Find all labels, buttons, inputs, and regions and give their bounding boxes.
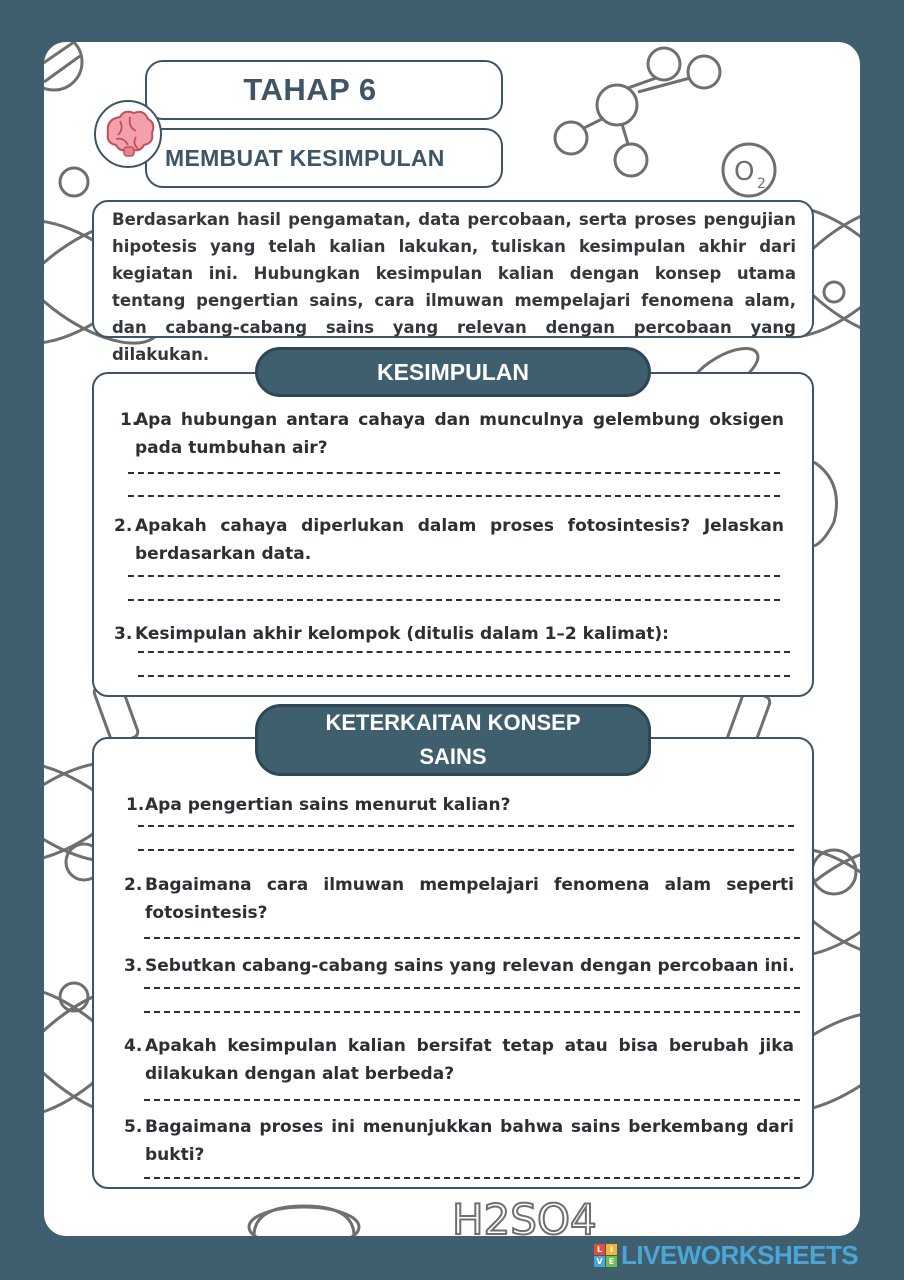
- question-number: 1.: [126, 795, 145, 815]
- kesimpulan-banner: KESIMPULAN: [255, 347, 651, 397]
- answer-line[interactable]: [144, 937, 800, 939]
- answer-line[interactable]: [144, 1011, 800, 1013]
- instruction-text: Berdasarkan hasil pengamatan, data percobaan, serta proses pengujian hipotesis yang telah kalian lakukan, tuliskan kesimpulan akhir dari kegiatan ini. Hubungkan kesimpulan kalian dengan konsep utama tentang pengertian sains, cara ilmuwan mempelajari fenomena alam, dan cabang-cabang sains yang relevan dengan percobaan yang dilakukan.: [112, 210, 796, 364]
- brand-name: LIVEWORKSHEETS: [621, 1240, 859, 1270]
- question-item: [126, 791, 794, 819]
- question-number: 2.: [114, 516, 133, 536]
- stage-title: TAHAP 6: [243, 72, 377, 107]
- question-number: 2.: [124, 875, 143, 895]
- keterkaitan-section: [92, 737, 814, 1189]
- answer-line[interactable]: [138, 849, 794, 851]
- worksheet-page: [44, 42, 860, 1236]
- oxygen-label: O: [734, 157, 755, 187]
- liveworksheets-logo[interactable]: [594, 1240, 858, 1271]
- question-text: Apakah kesimpulan kalian bersifat tetap atau bisa berubah jika dilakukan dengan alat berbeda?: [145, 1036, 794, 1084]
- keterkaitan-title-line1: KETERKAITAN KONSEP: [325, 710, 581, 735]
- logo-letter: L: [594, 1244, 605, 1255]
- question-item: [124, 1113, 794, 1169]
- question-number: 3.: [124, 956, 143, 976]
- question-item: [124, 952, 800, 980]
- question-number: 3.: [114, 624, 133, 644]
- answer-line[interactable]: [144, 1099, 800, 1101]
- formula-label: H2SO4: [452, 1195, 597, 1236]
- question-text: Bagaimana cara ilmuwan mempelajari fenomena alam seperti fotosintesis?: [145, 875, 794, 923]
- question-text: Bagaimana proses ini menunjukkan bahwa sains berkembang dari bukti?: [145, 1117, 794, 1165]
- logo-letter: V: [594, 1256, 605, 1267]
- question-number: 1.: [120, 410, 139, 430]
- question-text: Apa pengertian sains menurut kalian?: [145, 795, 511, 815]
- question-item: [120, 406, 784, 462]
- logo-letter: I: [606, 1244, 617, 1255]
- kesimpulan-section: [92, 372, 814, 697]
- answer-line[interactable]: [128, 495, 780, 497]
- answer-line[interactable]: [138, 825, 794, 827]
- answer-line[interactable]: [128, 575, 780, 577]
- answer-line[interactable]: [128, 599, 780, 601]
- question-text: Sebutkan cabang-cabang sains yang relevan dengan percobaan ini.: [145, 956, 795, 976]
- answer-line[interactable]: [144, 1177, 800, 1179]
- page-subtitle: MEMBUAT KESIMPULAN: [165, 144, 445, 171]
- question-item: [124, 1032, 794, 1088]
- answer-line[interactable]: [138, 675, 790, 677]
- question-text: Kesimpulan akhir kelompok (ditulis dalam 1–2 kalimat):: [135, 624, 669, 644]
- answer-line[interactable]: [144, 987, 800, 989]
- instruction-box: [92, 200, 814, 364]
- logo-grid-icon: [594, 1244, 617, 1267]
- stage-title-box: [145, 60, 503, 120]
- keterkaitan-banner: [255, 704, 651, 776]
- answer-line[interactable]: [138, 651, 790, 653]
- question-text: Apa hubungan antara cahaya dan munculnya gelembung oksigen pada tumbuhan air?: [135, 410, 784, 458]
- subtitle-box: [145, 128, 503, 188]
- keterkaitan-title-line2: SAINS: [419, 744, 487, 769]
- question-item: [114, 512, 784, 568]
- question-text: Apakah cahaya diperlukan dalam proses fotosintesis? Jelaskan berdasarkan data.: [135, 516, 784, 564]
- question-item: [124, 871, 794, 927]
- answer-line[interactable]: [128, 472, 780, 474]
- question-item: [114, 620, 784, 648]
- question-number: 5.: [124, 1117, 143, 1137]
- question-number: 4.: [124, 1036, 143, 1056]
- logo-letter: E: [606, 1256, 617, 1267]
- oxygen-subscript: 2: [757, 176, 766, 192]
- brain-icon: [94, 100, 162, 168]
